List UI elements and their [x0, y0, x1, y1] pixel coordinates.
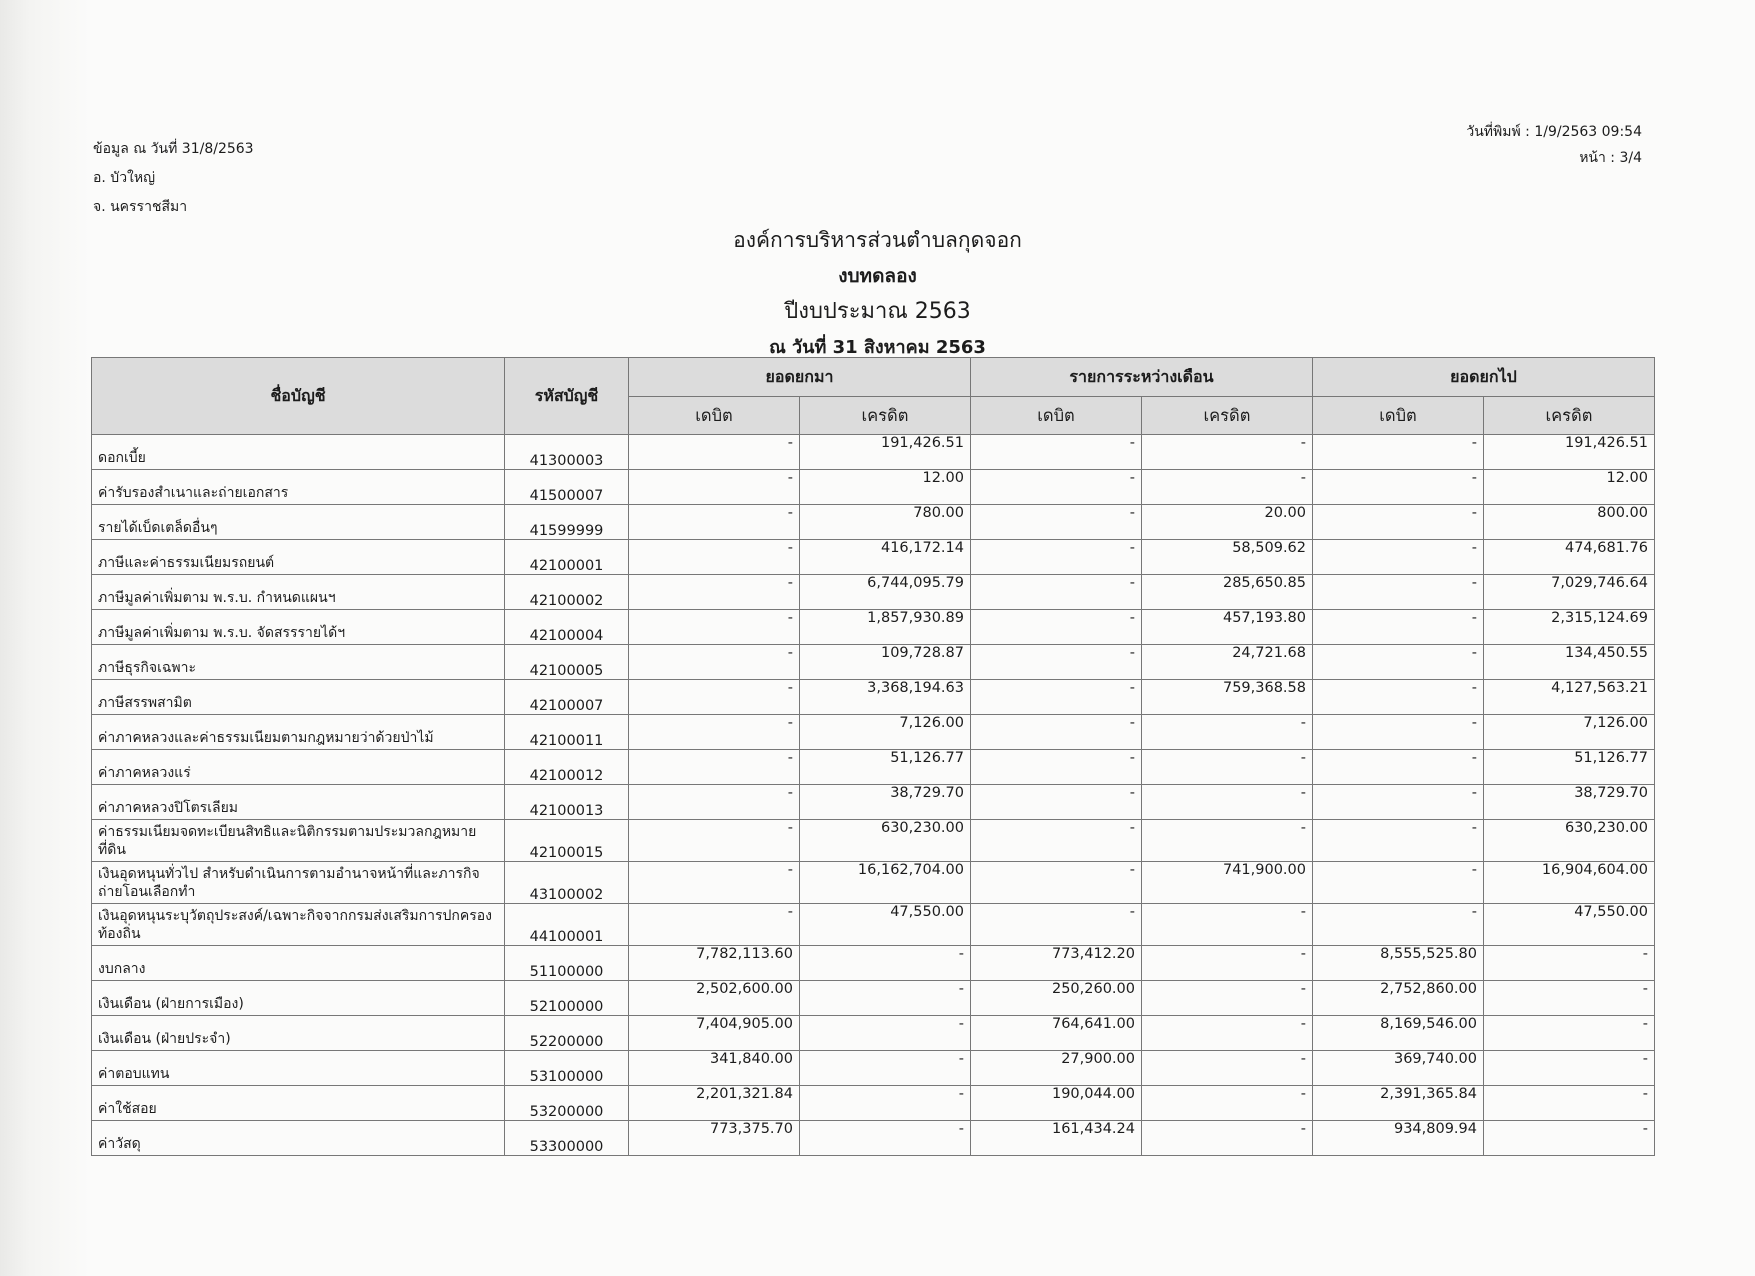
- table-row: [92, 505, 1655, 540]
- account-code-cell: 52100000: [505, 981, 629, 1016]
- table-row: [92, 750, 1655, 785]
- account-name-cell: เงินอุดหนุนทั่วไป สำหรับดำเนินการตามอำนาจหน้าที่และภารกิจถ่ายโอนเลือกทำ: [92, 862, 505, 904]
- account-name-cell: เงินอุดหนุนระบุวัตถุประสงค์/เฉพาะกิจจากกรมส่งเสริมการปกครองท้องถิ่น: [92, 904, 505, 946]
- month-debit-cell: -: [971, 820, 1142, 862]
- table-row: [92, 435, 1655, 470]
- month-credit-cell: 20.00: [1142, 505, 1313, 540]
- cf-debit-cell: 369,740.00: [1313, 1051, 1484, 1086]
- cf-debit-cell: -: [1313, 680, 1484, 715]
- bf-credit-cell: -: [800, 1086, 971, 1121]
- table-row: [92, 1051, 1655, 1086]
- account-name-cell: ค่าใช้สอย: [92, 1086, 505, 1121]
- account-name-cell: ค่าภาคหลวงแร่: [92, 750, 505, 785]
- month-credit-cell: -: [1142, 946, 1313, 981]
- month-credit-cell: -: [1142, 981, 1313, 1016]
- month-debit-cell: -: [971, 470, 1142, 505]
- month-debit-cell: -: [971, 785, 1142, 820]
- bf-debit-cell: -: [629, 715, 800, 750]
- table-row: [92, 680, 1655, 715]
- account-name-cell: ค่าธรรมเนียมจดทะเบียนสิทธิและนิติกรรมตามประมวลกฎหมายที่ดิน: [92, 820, 505, 862]
- district: อ. บัวใหญ่: [93, 170, 156, 186]
- month-credit-cell: -: [1142, 1051, 1313, 1086]
- table-row: [92, 715, 1655, 750]
- col-brought-forward: ยอดยกมา: [629, 358, 971, 397]
- account-code-cell: 42100011: [505, 715, 629, 750]
- account-name-cell: ภาษีมูลค่าเพิ่มตาม พ.ร.บ. จัดสรรรายได้ฯ: [92, 610, 505, 645]
- bf-debit-cell: -: [629, 750, 800, 785]
- month-credit-cell: -: [1142, 715, 1313, 750]
- table-row: [92, 575, 1655, 610]
- cf-debit-cell: -: [1313, 435, 1484, 470]
- month-debit-cell: -: [971, 540, 1142, 575]
- col-bf-debit: เดบิต: [629, 397, 800, 435]
- bf-credit-cell: 1,857,930.89: [800, 610, 971, 645]
- month-credit-cell: 457,193.80: [1142, 610, 1313, 645]
- bf-debit-cell: -: [629, 785, 800, 820]
- cf-credit-cell: -: [1484, 1016, 1655, 1051]
- cf-credit-cell: 2,315,124.69: [1484, 610, 1655, 645]
- bf-credit-cell: 51,126.77: [800, 750, 971, 785]
- bf-credit-cell: 38,729.70: [800, 785, 971, 820]
- cf-credit-cell: -: [1484, 1121, 1655, 1156]
- bf-credit-cell: 6,744,095.79: [800, 575, 971, 610]
- cf-credit-cell: 7,126.00: [1484, 715, 1655, 750]
- cf-credit-cell: 12.00: [1484, 470, 1655, 505]
- cf-credit-cell: -: [1484, 946, 1655, 981]
- table-row: [92, 904, 1655, 946]
- account-code-cell: 53200000: [505, 1086, 629, 1121]
- month-debit-cell: 161,434.24: [971, 1121, 1142, 1156]
- account-name-cell: งบกลาง: [92, 946, 505, 981]
- cf-credit-cell: 7,029,746.64: [1484, 575, 1655, 610]
- col-cf-credit: เครดิต: [1484, 397, 1655, 435]
- account-code-cell: 42100013: [505, 785, 629, 820]
- bf-credit-cell: 191,426.51: [800, 435, 971, 470]
- table-row: [92, 1121, 1655, 1156]
- account-code-cell: 41300003: [505, 435, 629, 470]
- month-debit-cell: -: [971, 435, 1142, 470]
- month-debit-cell: 190,044.00: [971, 1086, 1142, 1121]
- as-of-date: ณ วันที่ 31 สิงหาคม 2563: [769, 337, 986, 358]
- cf-debit-cell: 8,169,546.00: [1313, 1016, 1484, 1051]
- account-code-cell: 44100001: [505, 904, 629, 946]
- cf-debit-cell: -: [1313, 862, 1484, 904]
- table-row: [92, 981, 1655, 1016]
- bf-debit-cell: -: [629, 820, 800, 862]
- col-account-name: ชื่อบัญชี: [92, 358, 505, 435]
- month-credit-cell: -: [1142, 1121, 1313, 1156]
- header-left: [93, 135, 254, 222]
- cf-debit-cell: -: [1313, 575, 1484, 610]
- col-m-debit: เดบิต: [971, 397, 1142, 435]
- data-date: ข้อมูล ณ วันที่ 31/8/2563: [93, 141, 254, 157]
- month-credit-cell: 285,650.85: [1142, 575, 1313, 610]
- cf-debit-cell: -: [1313, 610, 1484, 645]
- account-code-cell: 52200000: [505, 1016, 629, 1051]
- month-debit-cell: -: [971, 505, 1142, 540]
- bf-debit-cell: 2,201,321.84: [629, 1086, 800, 1121]
- bf-debit-cell: -: [629, 435, 800, 470]
- account-code-cell: 53300000: [505, 1121, 629, 1156]
- account-code-cell: 42100012: [505, 750, 629, 785]
- account-code-cell: 42100004: [505, 610, 629, 645]
- province: จ. นครราชสีมา: [93, 199, 188, 215]
- header-right: [1466, 119, 1642, 171]
- cf-debit-cell: -: [1313, 904, 1484, 946]
- cf-credit-cell: 4,127,563.21: [1484, 680, 1655, 715]
- cf-debit-cell: -: [1313, 505, 1484, 540]
- bf-debit-cell: -: [629, 540, 800, 575]
- table-row: [92, 820, 1655, 862]
- account-name-cell: ภาษีมูลค่าเพิ่มตาม พ.ร.บ. กำหนดแผนฯ: [92, 575, 505, 610]
- month-credit-cell: -: [1142, 1016, 1313, 1051]
- month-debit-cell: -: [971, 575, 1142, 610]
- account-code-cell: 42100002: [505, 575, 629, 610]
- month-credit-cell: -: [1142, 904, 1313, 946]
- bf-debit-cell: -: [629, 645, 800, 680]
- cf-credit-cell: 800.00: [1484, 505, 1655, 540]
- month-credit-cell: -: [1142, 1086, 1313, 1121]
- account-name-cell: ภาษีธุรกิจเฉพาะ: [92, 645, 505, 680]
- account-code-cell: 42100005: [505, 645, 629, 680]
- org-name: องค์การบริหารส่วนตำบลกุดจอก: [733, 228, 1022, 252]
- bf-credit-cell: 16,162,704.00: [800, 862, 971, 904]
- col-during-month: รายการระหว่างเดือน: [971, 358, 1313, 397]
- account-code-cell: 43100002: [505, 862, 629, 904]
- account-code-cell: 41500007: [505, 470, 629, 505]
- cf-credit-cell: 474,681.76: [1484, 540, 1655, 575]
- trial-balance-table: [91, 357, 1655, 1156]
- account-code-cell: 42100015: [505, 820, 629, 862]
- account-name-cell: ดอกเบี้ย: [92, 435, 505, 470]
- bf-debit-cell: 7,782,113.60: [629, 946, 800, 981]
- print-date: วันที่พิมพ์ : 1/9/2563 09:54: [1466, 124, 1642, 140]
- month-credit-cell: 741,900.00: [1142, 862, 1313, 904]
- account-name-cell: ภาษีสรรพสามิต: [92, 680, 505, 715]
- header-row-groups: [92, 358, 1655, 397]
- bf-credit-cell: 7,126.00: [800, 715, 971, 750]
- cf-debit-cell: -: [1313, 645, 1484, 680]
- month-credit-cell: 58,509.62: [1142, 540, 1313, 575]
- table-row: [92, 1086, 1655, 1121]
- bf-credit-cell: -: [800, 1051, 971, 1086]
- table-row: [92, 1016, 1655, 1051]
- bf-credit-cell: 47,550.00: [800, 904, 971, 946]
- month-debit-cell: -: [971, 680, 1142, 715]
- bf-debit-cell: 2,502,600.00: [629, 981, 800, 1016]
- bf-debit-cell: -: [629, 680, 800, 715]
- account-name-cell: ภาษีและค่าธรรมเนียมรถยนต์: [92, 540, 505, 575]
- month-debit-cell: -: [971, 904, 1142, 946]
- bf-debit-cell: 341,840.00: [629, 1051, 800, 1086]
- account-name-cell: ค่าตอบแทน: [92, 1051, 505, 1086]
- account-code-cell: 51100000: [505, 946, 629, 981]
- month-credit-cell: 24,721.68: [1142, 645, 1313, 680]
- bf-credit-cell: 416,172.14: [800, 540, 971, 575]
- month-debit-cell: 764,641.00: [971, 1016, 1142, 1051]
- cf-credit-cell: 134,450.55: [1484, 645, 1655, 680]
- bf-credit-cell: 630,230.00: [800, 820, 971, 862]
- month-credit-cell: -: [1142, 820, 1313, 862]
- cf-credit-cell: 16,904,604.00: [1484, 862, 1655, 904]
- col-account-code: รหัสบัญชี: [505, 358, 629, 435]
- account-code-cell: 53100000: [505, 1051, 629, 1086]
- account-name-cell: ค่าภาคหลวงปิโตรเลียม: [92, 785, 505, 820]
- month-debit-cell: -: [971, 862, 1142, 904]
- report-titles: [0, 222, 1755, 366]
- cf-debit-cell: -: [1313, 820, 1484, 862]
- col-carried-forward: ยอดยกไป: [1313, 358, 1655, 397]
- cf-debit-cell: -: [1313, 750, 1484, 785]
- table-row: [92, 946, 1655, 981]
- account-code-cell: 42100001: [505, 540, 629, 575]
- report-title: งบทดลอง: [838, 265, 917, 287]
- bf-credit-cell: 780.00: [800, 505, 971, 540]
- bf-debit-cell: -: [629, 610, 800, 645]
- account-name-cell: ค่าวัสดุ: [92, 1121, 505, 1156]
- cf-credit-cell: 38,729.70: [1484, 785, 1655, 820]
- month-debit-cell: 27,900.00: [971, 1051, 1142, 1086]
- account-code-cell: 41599999: [505, 505, 629, 540]
- month-credit-cell: -: [1142, 750, 1313, 785]
- bf-debit-cell: -: [629, 862, 800, 904]
- bf-debit-cell: -: [629, 505, 800, 540]
- cf-credit-cell: 51,126.77: [1484, 750, 1655, 785]
- col-cf-debit: เดบิต: [1313, 397, 1484, 435]
- month-debit-cell: -: [971, 715, 1142, 750]
- month-credit-cell: -: [1142, 435, 1313, 470]
- cf-debit-cell: 2,752,860.00: [1313, 981, 1484, 1016]
- cf-credit-cell: -: [1484, 1051, 1655, 1086]
- page-number: หน้า : 3/4: [1579, 150, 1642, 166]
- fiscal-year: ปีงบประมาณ 2563: [784, 299, 971, 324]
- account-name-cell: ค่ารับรองสำเนาและถ่ายเอกสาร: [92, 470, 505, 505]
- cf-credit-cell: 47,550.00: [1484, 904, 1655, 946]
- bf-debit-cell: 773,375.70: [629, 1121, 800, 1156]
- table-row: [92, 645, 1655, 680]
- account-name-cell: เงินเดือน (ฝ่ายประจำ): [92, 1016, 505, 1051]
- bf-credit-cell: -: [800, 1121, 971, 1156]
- table-body: [92, 435, 1655, 1156]
- bf-credit-cell: -: [800, 981, 971, 1016]
- month-credit-cell: -: [1142, 470, 1313, 505]
- month-debit-cell: -: [971, 610, 1142, 645]
- cf-credit-cell: 191,426.51: [1484, 435, 1655, 470]
- cf-debit-cell: -: [1313, 470, 1484, 505]
- month-debit-cell: 773,412.20: [971, 946, 1142, 981]
- cf-debit-cell: -: [1313, 715, 1484, 750]
- month-credit-cell: 759,368.58: [1142, 680, 1313, 715]
- cf-debit-cell: 2,391,365.84: [1313, 1086, 1484, 1121]
- cf-debit-cell: 934,809.94: [1313, 1121, 1484, 1156]
- account-name-cell: รายได้เบ็ดเตล็ดอื่นๆ: [92, 505, 505, 540]
- cf-credit-cell: -: [1484, 1086, 1655, 1121]
- month-credit-cell: -: [1142, 785, 1313, 820]
- month-debit-cell: -: [971, 750, 1142, 785]
- table-row: [92, 540, 1655, 575]
- bf-debit-cell: -: [629, 904, 800, 946]
- month-debit-cell: 250,260.00: [971, 981, 1142, 1016]
- cf-credit-cell: -: [1484, 981, 1655, 1016]
- month-debit-cell: -: [971, 645, 1142, 680]
- bf-debit-cell: 7,404,905.00: [629, 1016, 800, 1051]
- bf-credit-cell: -: [800, 946, 971, 981]
- account-name-cell: ค่าภาคหลวงและค่าธรรมเนียมตามกฎหมายว่าด้วยป่าไม้: [92, 715, 505, 750]
- account-name-cell: เงินเดือน (ฝ่ายการเมือง): [92, 981, 505, 1016]
- col-m-credit: เครดิต: [1142, 397, 1313, 435]
- account-code-cell: 42100007: [505, 680, 629, 715]
- cf-debit-cell: 8,555,525.80: [1313, 946, 1484, 981]
- table-row: [92, 610, 1655, 645]
- bf-credit-cell: 12.00: [800, 470, 971, 505]
- cf-debit-cell: -: [1313, 540, 1484, 575]
- bf-debit-cell: -: [629, 470, 800, 505]
- table-row: [92, 470, 1655, 505]
- bf-debit-cell: -: [629, 575, 800, 610]
- col-bf-credit: เครดิต: [800, 397, 971, 435]
- bf-credit-cell: 109,728.87: [800, 645, 971, 680]
- table-row: [92, 862, 1655, 904]
- bf-credit-cell: 3,368,194.63: [800, 680, 971, 715]
- table-row: [92, 785, 1655, 820]
- cf-credit-cell: 630,230.00: [1484, 820, 1655, 862]
- cf-debit-cell: -: [1313, 785, 1484, 820]
- bf-credit-cell: -: [800, 1016, 971, 1051]
